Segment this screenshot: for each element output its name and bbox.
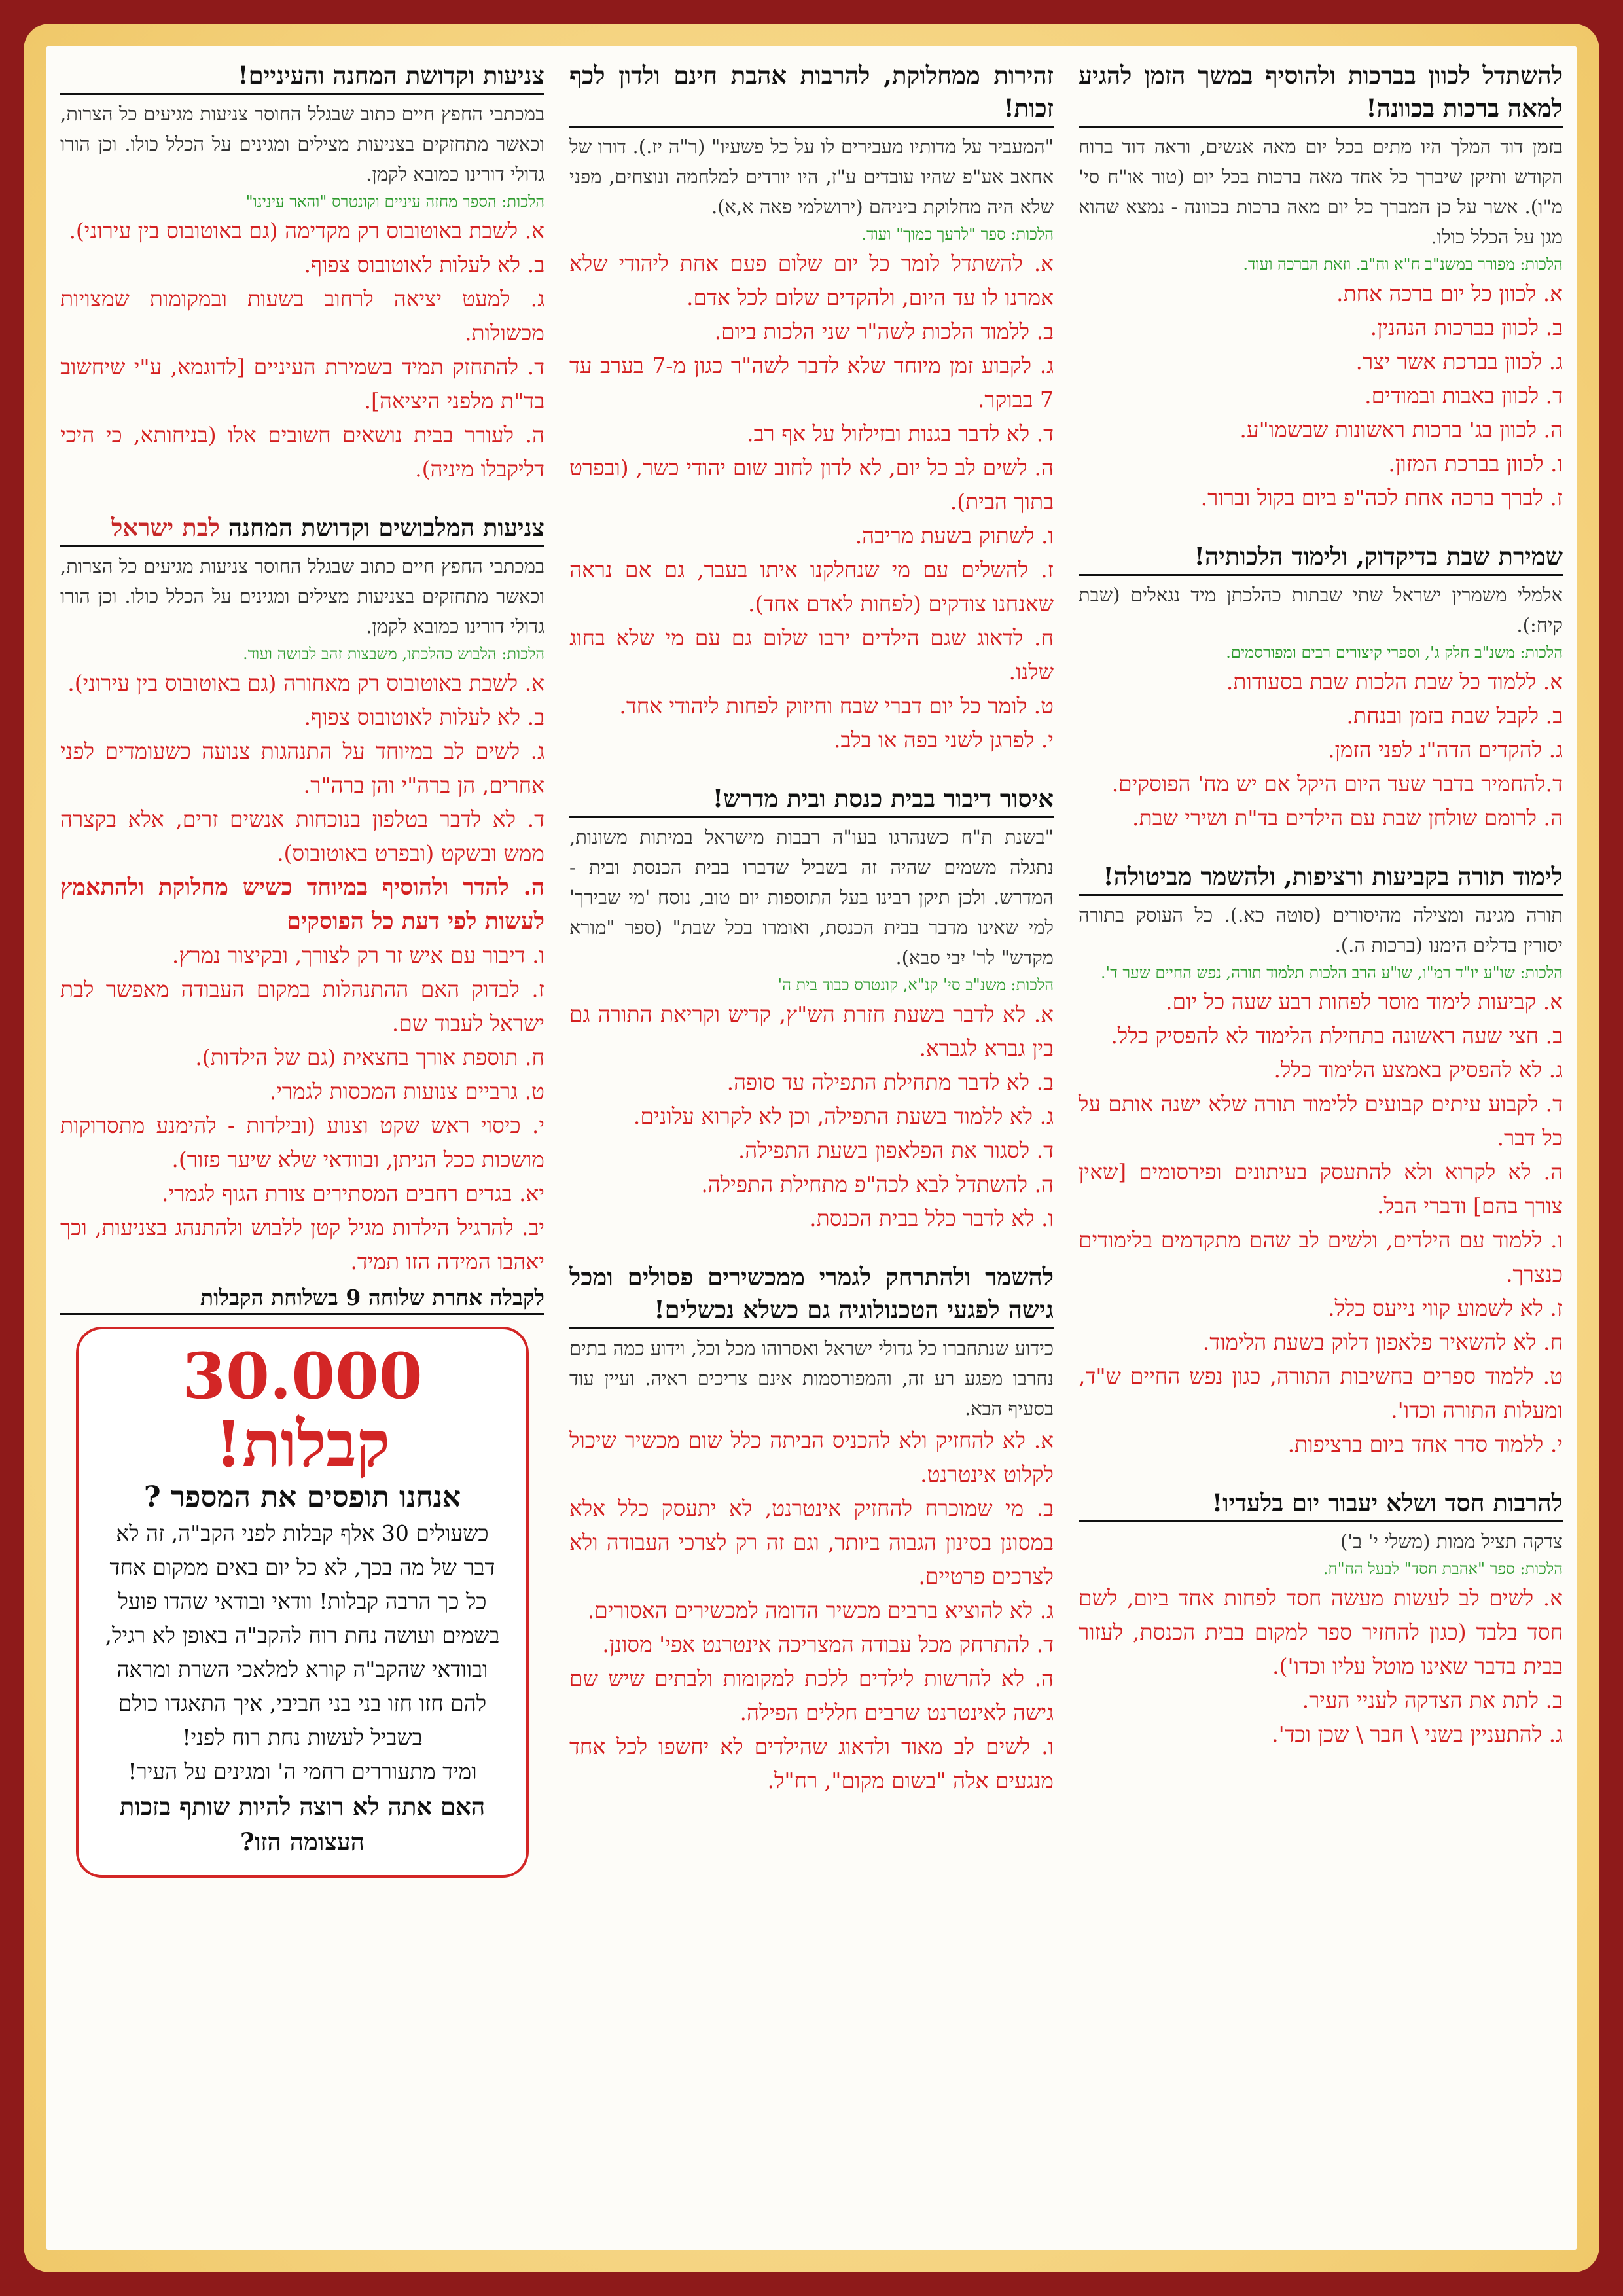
section-modesty-eyes xyxy=(60,59,544,486)
section-title: צניעות וקדושת המחנה והעיניים! xyxy=(60,59,544,95)
commitment-item: ט. גרביים צנועות המכסות לגמרי. xyxy=(269,1079,544,1104)
promo-closing: האם אתה לא רוצה להיות שותף בזכות העצומה הזו? xyxy=(119,1792,486,1856)
section-title: לימוד תורה בקביעות ורציפות, ולהשמר מביטולה! xyxy=(1079,860,1563,896)
commitment-item: ב. מי שמוכרח להחזיק אינטרנט, לא יתעסק כלל אלא במסונן בסינון הגבוה ביותר, וגם זה רק לצרכי העבודה ולא לצרכים פרטיים. xyxy=(569,1496,1054,1589)
commitment-item: ו. דיבור עם איש זר רק לצורך, ובקיצור נמרץ. xyxy=(171,942,544,968)
commitment-item: ה. לא להרשות לילדים ללכת למקומות ולבתים שיש שם גישה לאינטרנט שרבים חללים הפילה. xyxy=(569,1666,1054,1725)
commitment-list xyxy=(60,666,544,1279)
section-intro: "המעביר על מדותיו מעבירים לו על כל פשעיו" (ר"ה יז.). דורו של אחאב אע"פ שהיו עובדים ע"ז, היו יורדים למלחמה ונוצחים, מפני שלא היה מחלוקת ביניהם (ירושלמי פאה א,א). xyxy=(569,135,1054,218)
commitment-item: ג. להתעניין בשני \ חבר \ שכן וכד'. xyxy=(1272,1721,1563,1747)
commitment-item: יא. בגדים רחבים המסתירים צורת הגוף לגמרי. xyxy=(162,1181,544,1206)
commitment-item: ה. לא לקרוא ולא להתעסק בעיתונים ופירסומים [שאין צורך בהם] ודברי הבל. xyxy=(1079,1159,1563,1219)
section-title: להשתדל לכוון בברכות ולהוסיף במשך הזמן להגיע למאה ברכות בכוונה! xyxy=(1079,59,1563,128)
commitment-item: ו. לכוון בברכת המזון. xyxy=(1388,451,1563,476)
commitment-item: ב. ללמוד הלכות לשה"ר שני הלכות ביום. xyxy=(714,319,1054,344)
commitment-item: ד. לקבוע עיתים קבועים ללימוד תורה שלא ישנה אותם על כל דבר. xyxy=(1079,1091,1563,1151)
commitment-item: ט. ללמוד ספרים בחשיבות התורה, כגון נפש החיים ש"ד, ומעלות התורה וכדו'. xyxy=(1079,1363,1563,1423)
commitment-item: ג. לא ללמוד בשעת התפילה, וכן לא לקרוא עלונים. xyxy=(633,1103,1054,1129)
section-torah-study xyxy=(1079,860,1563,1462)
section-source: הלכות: שו"ע יו"ד רמ"ו, שו"ע הרב הלכות תלמוד תורה, נפש החיים שער ד'. xyxy=(1100,963,1563,982)
commitment-item: ה. להדר ולהוסיף במיוחד כשיש מחלוקת ולהתאמץ לעשות לפי דעת כל הפוסקים xyxy=(60,874,544,935)
commitment-item: א. ללמוד כל שבת הלכות שבת בסעודות. xyxy=(1226,669,1563,694)
commitment-item: ז. לא לשמוע קווי נייעס כלל. xyxy=(1327,1295,1563,1321)
section-technology xyxy=(569,1261,1054,1798)
commitment-list xyxy=(569,247,1054,757)
section-source: הלכות: הספר מחזה עיניים וקונטרס "והאר עינינו" xyxy=(245,192,544,211)
commitment-item: ג. לשים לב במיוחד על התנהגות צנועה כשעומדים לפני אחרים, הן ברה"י והן ברה"ר. xyxy=(60,738,544,798)
phone-extension-note: לקבלה אחרת שלוחה 9 בשלוחת הקבלות xyxy=(60,1283,544,1315)
commitment-item: יב. להרגיל הילדות מגיל קטן ללבוש ולהתנהג בצניעות, וכך יאהבו המידה הזו תמיד. xyxy=(60,1215,544,1274)
commitment-item: ד.להחמיר בדבר שעד היום היקל אם יש מח' הפוסקים. xyxy=(1111,771,1563,797)
commitment-item: ה. לכוון בג' ברכות ראשונות שבשמו"ע. xyxy=(1240,417,1563,442)
commitment-item: ד. לא לדבר בטלפון בנוכחות אנשים זרים, אלא בקצרה ממש ובשקט (ובפרט באוטובוס). xyxy=(60,806,544,866)
commitment-item: ג. למעט יציאה לרחוב בשעות ובמקומות שמצויות מכשולות. xyxy=(60,286,544,346)
commitment-item: י. לפרגן לשני בפה או בלב. xyxy=(833,727,1054,753)
commitment-item: ו. ללמוד עם הילדים, ולשים לב שהם מתקדמים בלימודים כנצרך. xyxy=(1079,1227,1563,1287)
commitment-list xyxy=(1079,277,1563,515)
commitment-item: ב. חצי שעה ראשונה בתחילת הלימוד לא להפסיק כלל. xyxy=(1111,1023,1563,1049)
section-title xyxy=(60,511,544,547)
commitment-item: ב. לא לדבר מתחילת התפילה עד סופה. xyxy=(726,1069,1054,1095)
commitment-item: ט. לומר כל יום דברי שבח וחיזוק לפחות ליהודי אחד. xyxy=(619,693,1054,719)
commitment-item: ד. לכוון באבות ובמודים. xyxy=(1364,383,1563,408)
section-title-highlight: לבת ישראל xyxy=(111,513,220,542)
section-modesty-dress xyxy=(60,511,544,1279)
section-intro: במכתבי החפץ חיים כתוב שבגלל החוסר צניעות מגיעים כל הצרות, וכאשר מתחזקים בצניעות מצילים ומגינים על הכלל כולו. וכן הורו גדולי דורינו כמובא לקמן. xyxy=(60,103,544,185)
section-intro: "בשנת ת"ח כשנהרגו בעו"ה רבבות מישראל במיתות משונות, נתגלה משמים שהיה זה בשביל שדברו בבית הכנסת ובית - המדרש. ולכן תיקן רבינו בעל התוספות יום טוב, נוסח 'מי שבירך' למי שאינו מדבר בבית הכנסת, ואומרו בכל שבת" (ספר "מורא מקדש" לר' יִבי סבא). xyxy=(569,826,1054,969)
section-source: הלכות: ספר "אהבת חסד" לבעל הח"ח. xyxy=(1323,1560,1563,1578)
commitment-list xyxy=(60,214,544,486)
section-intro: צדקה תציל ממות (משלי י' ב') xyxy=(1340,1530,1563,1552)
commitment-item: ב. לא לעלות לאוטובוס צפוף. xyxy=(304,704,544,730)
commitment-item: ג. להקדים הדה"נ לפני הזמן. xyxy=(1327,737,1563,762)
commitment-item: א. לשים לב לעשות מעשה חסד לפחות אחד ביום, לשם חסד בלבד (כגון להחזיר ספר למקום בבית הכנסת, לעזור בבית בדבר שאינו מוטל עליו וכדו'). xyxy=(1079,1585,1563,1679)
commitment-item: ח. לא להשאיר פלאפון דלוק בשעת הלימוד. xyxy=(1202,1329,1563,1355)
commitment-item: ג. לכוון בברכת אשר יצר. xyxy=(1355,349,1563,374)
commitment-list xyxy=(569,1424,1054,1798)
commitment-item: ח. תוספת אורך בחצאית (גם של הילדות). xyxy=(195,1045,544,1070)
commitment-list xyxy=(1079,985,1563,1462)
commitment-item: ב. לקבל שבת בזמן ובנחת. xyxy=(1346,703,1563,728)
commitment-item: ו. לשתוק בשעת מריבה. xyxy=(855,523,1054,548)
section-intro: תורה מגינה ומצילה מהיסורים (סוטה כא.). כל העוסק בתורה יסורין בדלים הימנו (ברכות ה.). xyxy=(1079,904,1563,956)
section-source: הלכות: ספר "לרעך כמוך" ועוד. xyxy=(861,225,1054,243)
section-intro: אלמלי משמרין ישראל שתי שבתות כהלכתן מיד נגאלים (שבת קיח:). xyxy=(1079,584,1563,636)
promo-body: כשעולים 30 אלף קבלות לפני הקב"ה, זה לא דבר של מה בכך, לא כל יום באים ממקום אחד כל כך הרבה קבלות! וודאי ובודאי שהדו פועל בשמים ועושה נחת רוח להקב"ה באופן לא רגיל, ובוודאי שהקב"ה קורא למלאכי השרת ומראה להם חזו חזו בני בני חביבי, איך התאגדו כולם בשביל לעשות נחת רוח לפני! xyxy=(105,1520,500,1750)
promo-headline: 30.000 קבלות! xyxy=(182,1339,423,1481)
commitment-item: א. לכוון כל יום ברכה אחת. xyxy=(1336,281,1563,306)
commitment-item: ז. לבדוק האם ההתנהלות במקום העבודה מאפשר לבת ישראל לעבוד שם. xyxy=(60,977,544,1036)
column-left xyxy=(60,59,544,1878)
commitment-list xyxy=(1079,1581,1563,1751)
commitment-item: ו. לא לדבר כלל בבית הכנסת. xyxy=(810,1206,1054,1231)
section-chesed xyxy=(1079,1486,1563,1751)
section-synagogue xyxy=(569,782,1054,1236)
section-intro: כידוע שנתחברו כל גדולי ישראל ואסרוהו מכל וכל, וידוע כמה בתים נחרבו מפגע רע זה, והמפורסמות אינם צריכים ראיה. ועיין עוד בסעיף הבא. xyxy=(569,1337,1054,1420)
section-intro: בזמן דוד המלך היו מתים בכל יום מאה אנשים, וראה דוד ברוח הקודש ותיקן שיברך כל אחד מאה ברכות בכל יום (טור או"ח סי' מ"ו). אשר על כן המברך כל יום מאה ברכות בכוונה - נמצא שהוא מגן על הכלל כולו. xyxy=(1079,135,1563,248)
commitment-item: ב. לא לעלות לאוטובוס צפוף. xyxy=(304,252,544,278)
section-title: זהירות ממחלוקת, להרבות אהבת חינם ולדון לכף זכות! xyxy=(569,59,1054,128)
column-right xyxy=(1079,59,1563,1776)
commitment-item: א. לא להחזיק ולא להכניס הביתה כלל שום מכשיר שיכול לקלוט אינטרנט. xyxy=(569,1427,1054,1487)
section-title: להרבות חסד ושלא יעבור יום בלעדיו! xyxy=(1079,1486,1563,1522)
section-title: להשמר ולהתרחק לגמרי ממכשירים פסולים ומכל גישה לפגעי הטכנולוגיה גם כשלא נכשלים! xyxy=(569,1261,1054,1329)
commitment-item: י. ללמוד סדר אחד ביום ברציפות. xyxy=(1287,1431,1563,1457)
section-shabbat xyxy=(1079,540,1563,835)
commitment-item: ב. לתת את הצדקה לעניי העיר. xyxy=(1302,1687,1563,1713)
promo-subhead: אנחנו תופסים את המספר ? xyxy=(143,1480,461,1514)
section-source: הלכות: מפורר במשנ"ב ח"א וח"ב. וזאת הברכה ועוד. xyxy=(1243,255,1563,274)
commitment-item: ב. לכוון בברכות הנהנין. xyxy=(1370,315,1563,340)
commitment-item: ה. להשתדל לבא לכה"פ מתחילת התפילה. xyxy=(701,1172,1054,1197)
commitment-item: ו. לשים לב מאוד ולדאוג שהילדים לא יחשפו לכל אחד מנגעים אלה "בשום מקום", רח"ל. xyxy=(569,1734,1054,1793)
section-intro: במכתבי החפץ חיים כתוב שבגלל החוסר צניעות מגיעים כל הצרות, וכאשר מתחזקים בצניעות מצילים ומגינים על הכלל כולו. וכן הורו גדולי דורינו כמובא לקמן. xyxy=(60,555,544,637)
column-middle xyxy=(569,59,1054,1823)
commitment-item: ח. לדאוג שגם הילדים ירבו שלום גם עם מי שלא בחוג שלנו. xyxy=(569,625,1054,685)
section-title: שמירת שבת בדיקדוק, ולימוד הלכותיה! xyxy=(1079,540,1563,576)
section-source: הלכות: משנ"ב חלק ג', וספרי קיצורים רבים ומפורסמים. xyxy=(1226,643,1563,662)
commitment-item: ד. להתחזק תמיד בשמירת העיניים [לדוגמא, ע"י שיחשוב בד"ת מלפני היציאה]. xyxy=(60,354,544,414)
commitment-item: א. לשבת באוטובוס רק מקדימה (גם באוטובוס בין עירוני). xyxy=(69,218,544,243)
commitment-list xyxy=(569,997,1054,1236)
commitment-item: ג. לא להפסיק באמצע הלימוד כלל. xyxy=(1274,1057,1563,1083)
commitment-item: ג. לקבוע זמן מיוחד שלא לדבר לשה"ר כגון מ-7 בערב עד 7 בבוקר. xyxy=(569,353,1054,412)
section-source: הלכות: משנ"ב סי' קנ"א, קונטרס כבוד בית ה' xyxy=(777,976,1054,994)
commitment-item: ז. להשלים עם מי שנחלקנו איתו בעבר, גם אם נראה שאנחנו צודקים (לפחות לאדם אחד). xyxy=(569,557,1054,617)
section-source: הלכות: הלבוש כהלכתו, משבצות זהב לבושה ועוד. xyxy=(243,645,544,663)
commitment-item: י. כיסוי ראש שקט וצנוע (ובילדות - להימנע מתסרוקות מושכות ככל הניתן, ובוודאי שלא שיער פזור). xyxy=(60,1113,544,1172)
section-title-main: צניעות המלבושים וקדושת המחנה xyxy=(219,513,544,542)
promo-box xyxy=(76,1327,529,1878)
commitment-item: א. לא לדבר בשעת חזרת הש"ץ, קדיש וקריאת התורה גם בין גברא לגברא. xyxy=(569,1001,1054,1061)
commitment-item: ג. לא להוציא ברבים מכשיר הדומה למכשירים האסורים. xyxy=(587,1598,1054,1623)
section-blessings xyxy=(1079,59,1563,515)
commitment-item: ז. לברך ברכה אחת לכה"פ ביום בקול וברור. xyxy=(1200,485,1563,511)
promo-line: ומיד מתעוררים רחמי ה' ומגינים על העיר! xyxy=(128,1759,477,1784)
commitment-item: א. קביעות לימוד מוסר לפחות רבע שעה כל יום. xyxy=(1165,989,1563,1014)
section-title: איסור דיבור בבית כנסת ובית מדרש! xyxy=(569,782,1054,818)
commitment-item: א. לשבת באוטובוס רק מאחורה (גם באוטובוס בין עירוני). xyxy=(67,670,544,696)
commitment-item: א. להשתדל לומר כל יום שלום פעם אחת ליהודי שלא אמרנו לו עד היום, ולהקדים שלום לכל אדם. xyxy=(569,251,1054,310)
commitment-item: ד. להתרחק מכל עבודה המצריכה אינטרנט אפי' מסונן. xyxy=(602,1632,1054,1657)
commitment-item: ה. לרומם שולחן שבת עם הילדים בד"ת ושירי שבת. xyxy=(1132,805,1563,831)
commitment-item: ד. לא לדבר בגנות ובזילזול על אף רב. xyxy=(747,421,1054,446)
commitment-item: ה. לשים לב כל יום, לא לדון לחוב שום יהודי כשר, (ובפרט בתוך הבית). xyxy=(569,455,1054,514)
section-peace xyxy=(569,59,1054,757)
commitment-list xyxy=(1079,665,1563,835)
commitment-item: ה. לעורר בבית נושאים חשובים אלו (בניחותא, כי היכי דליקבלו מיניה). xyxy=(60,422,544,482)
flyer-paper xyxy=(46,46,1577,2250)
commitment-item: ד. לסגור את הפלאפון בשעת התפילה. xyxy=(738,1138,1054,1163)
